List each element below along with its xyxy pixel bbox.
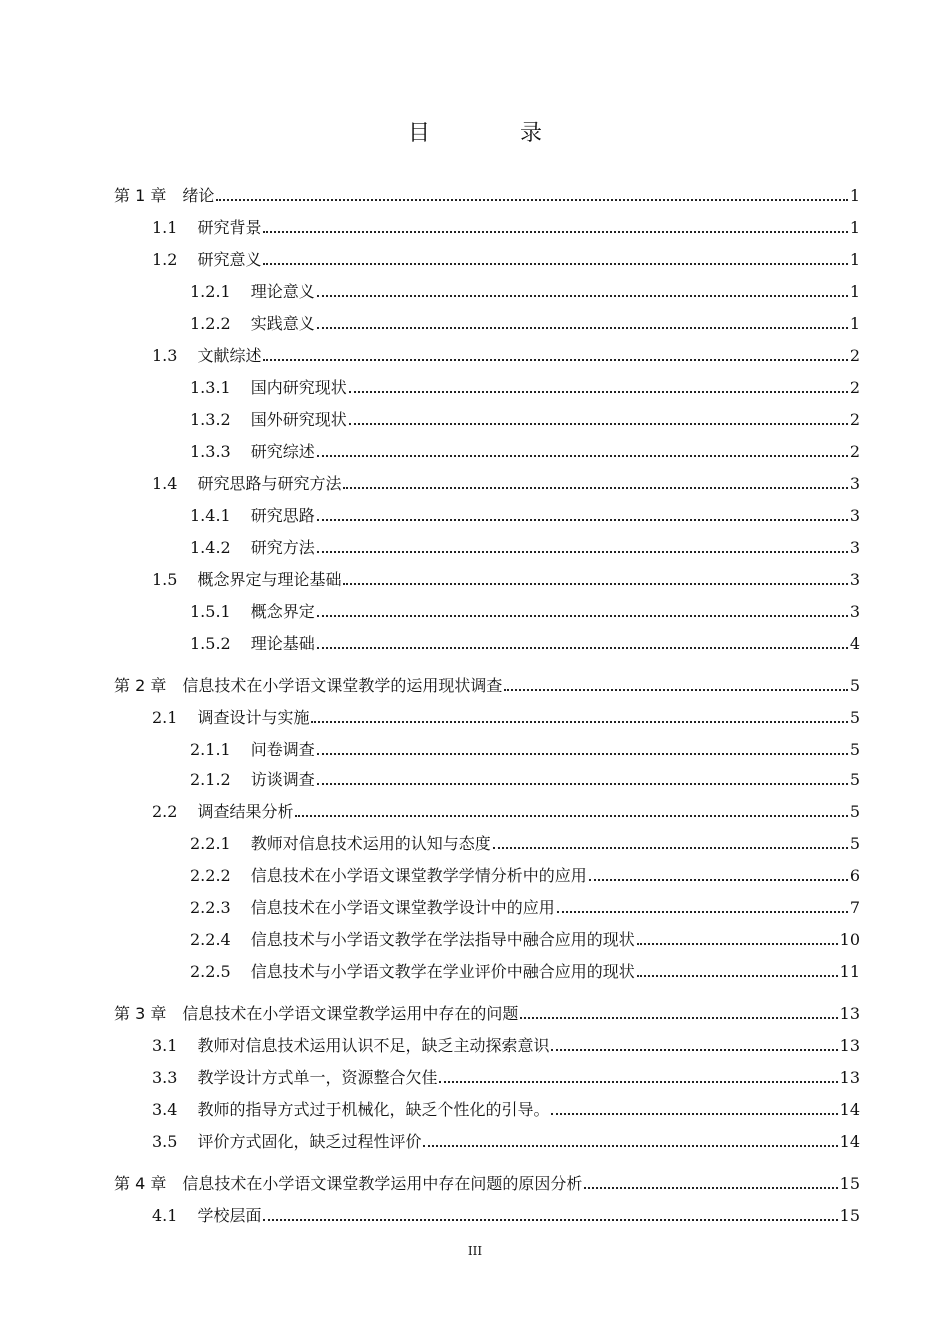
toc-entry-title: 信息技术在小学语文课堂教学设计中的应用 [250, 898, 555, 917]
toc-entry[interactable] [190, 862, 860, 886]
toc-dot-leader [263, 359, 847, 361]
toc-entry[interactable] [114, 182, 860, 206]
toc-entry[interactable] [190, 830, 860, 854]
toc-entry-title: 评价方式固化，缺乏过程性评价 [197, 1132, 422, 1151]
toc-dot-leader [343, 487, 847, 489]
toc-entry[interactable] [152, 1096, 860, 1120]
toc-entry-page: 15 [839, 1174, 860, 1193]
toc-entry-number: 2.2 [152, 802, 178, 821]
toc-entry-title: 研究方法 [250, 538, 315, 557]
toc-entry[interactable] [190, 926, 860, 950]
toc-entry[interactable] [152, 246, 860, 270]
toc-entry-page: 2 [849, 346, 860, 365]
toc-dot-leader [263, 1219, 837, 1221]
toc-entry-title: 理论意义 [250, 282, 315, 301]
toc-entry-title: 文献综述 [197, 346, 262, 365]
toc-entry-title: 理论基础 [250, 634, 315, 653]
toc-entry-number: 1.4.1 [190, 506, 231, 525]
toc-entry-page: 5 [849, 708, 860, 727]
toc-entry-title: 信息技术在小学语文课堂教学运用中存在的问题 [182, 1004, 519, 1023]
toc-entry[interactable] [114, 672, 860, 696]
toc-entry-number: 1.4.2 [190, 538, 231, 557]
page-number-footer: III [467, 1244, 483, 1258]
toc-entry-number: 1.5.1 [190, 602, 231, 621]
toc-entry[interactable] [152, 1202, 860, 1226]
toc-entry-page: 3 [849, 506, 860, 525]
toc-entry-title: 绪论 [182, 186, 215, 205]
toc-dot-leader [317, 615, 848, 617]
toc-entry-number: 2.2.4 [190, 930, 231, 949]
toc-entry[interactable] [152, 1128, 860, 1152]
toc-dot-leader [551, 1049, 837, 1051]
toc-entry-number: 3.3 [152, 1068, 178, 1087]
toc-entry-number: 1.1 [152, 218, 178, 237]
toc-entry[interactable] [190, 374, 860, 398]
toc-dot-leader [349, 423, 848, 425]
toc-entry[interactable] [190, 278, 860, 302]
toc-dot-leader [317, 455, 848, 457]
toc-dot-leader [317, 647, 848, 649]
toc-dot-leader [637, 943, 838, 945]
toc-entry-title: 问卷调查 [250, 740, 315, 759]
toc-entry-page: 1 [849, 250, 860, 269]
toc-entry-number: 第 4 章 [114, 1174, 167, 1193]
toc-dot-leader [317, 551, 848, 553]
toc-entry-title: 信息技术在小学语文课堂教学的运用现状调查 [182, 676, 503, 695]
toc-entry-number: 3.5 [152, 1132, 178, 1151]
toc-entry-page: 2 [849, 442, 860, 461]
toc-entry-number: 1.2.1 [190, 282, 231, 301]
toc-entry-number: 3.1 [152, 1036, 178, 1055]
toc-entry-page: 2 [849, 378, 860, 397]
toc-dot-leader [504, 689, 847, 691]
toc-entry-title: 调查设计与实施 [197, 708, 310, 727]
toc-entry-title: 教学设计方式单一，资源整合欠佳 [197, 1068, 438, 1087]
toc-entry-number: 第 3 章 [114, 1004, 167, 1023]
toc-entry[interactable] [152, 342, 860, 366]
toc-entry-page: 5 [849, 802, 860, 821]
toc-entry-page: 3 [849, 538, 860, 557]
toc-dot-leader [317, 327, 848, 329]
toc-dot-leader [439, 1081, 837, 1083]
toc-entry-number: 1.3.3 [190, 442, 231, 461]
toc-entry[interactable] [152, 1064, 860, 1088]
toc-entry[interactable] [190, 958, 860, 982]
toc-entry-title: 实践意义 [250, 314, 315, 333]
toc-entry[interactable] [190, 630, 860, 654]
toc-entry-number: 1.4 [152, 474, 178, 493]
toc-entry-title: 信息技术在小学语文课堂教学学情分析中的应用 [250, 866, 587, 885]
toc-entry-page: 15 [839, 1206, 860, 1225]
toc-entry[interactable] [190, 598, 860, 622]
toc-entry-number: 4.1 [152, 1206, 178, 1225]
toc-entry-number: 2.1.2 [190, 770, 231, 789]
page-title: 目 录 [407, 121, 576, 146]
toc-dot-leader [343, 583, 847, 585]
toc-dot-leader [557, 911, 848, 913]
toc-entry-number: 2.1 [152, 708, 178, 727]
toc-entry-number: 1.3 [152, 346, 178, 365]
toc-entry-page: 6 [849, 866, 860, 885]
toc-entry-number: 第 1 章 [114, 186, 167, 205]
toc-entry-number: 2.2.5 [190, 962, 231, 981]
toc-entry[interactable] [152, 470, 860, 494]
toc-entry-page: 13 [839, 1004, 860, 1023]
toc-entry-page: 2 [849, 410, 860, 429]
toc-entry-page: 3 [849, 602, 860, 621]
toc-entry-title: 学校层面 [197, 1206, 262, 1225]
toc-dot-leader [637, 975, 838, 977]
toc-entry-page: 13 [839, 1036, 860, 1055]
toc-entry-number: 1.5.2 [190, 634, 231, 653]
toc-entry-title: 国外研究现状 [250, 410, 347, 429]
toc-entry[interactable] [190, 438, 860, 462]
toc-entry[interactable] [190, 406, 860, 430]
toc-entry-title: 研究背景 [197, 218, 262, 237]
toc-entry-number: 1.3.1 [190, 378, 231, 397]
toc-dot-leader [317, 519, 848, 521]
toc-entry[interactable] [152, 704, 860, 728]
toc-entry[interactable] [152, 214, 860, 238]
toc-entry-number: 1.3.2 [190, 410, 231, 429]
toc-entry-title: 教师的指导方式过于机械化，缺乏个性化的引导。 [197, 1100, 550, 1119]
toc-entry-page: 5 [849, 740, 860, 759]
toc-entry-page: 5 [849, 676, 860, 695]
toc-entry-page: 1 [849, 186, 860, 205]
toc-entry-page: 3 [849, 570, 860, 589]
toc-entry-title: 访谈调查 [250, 770, 315, 789]
toc-entry[interactable] [152, 798, 860, 822]
toc-entry[interactable] [190, 534, 860, 558]
toc-entry-page: 1 [849, 218, 860, 237]
toc-dot-leader [317, 783, 848, 785]
toc-entry-page: 3 [849, 474, 860, 493]
toc-entry-title: 教师对信息技术运用的认知与态度 [250, 834, 491, 853]
toc-dot-leader [263, 263, 847, 265]
toc-entry-number: 1.2.2 [190, 314, 231, 333]
toc-entry-title: 概念界定与理论基础 [197, 570, 342, 589]
toc-dot-leader [317, 753, 848, 755]
toc-entry-title: 概念界定 [250, 602, 315, 621]
toc-entry[interactable] [114, 1170, 860, 1194]
toc-entry-page: 14 [839, 1132, 860, 1151]
toc-entry-number: 2.2.1 [190, 834, 231, 853]
toc-entry-number: 3.4 [152, 1100, 178, 1119]
toc-entry-page: 5 [849, 770, 860, 789]
toc-entry[interactable] [190, 766, 860, 790]
toc-dot-leader [349, 391, 848, 393]
toc-entry[interactable] [190, 310, 860, 334]
toc-entry[interactable] [152, 1032, 860, 1056]
toc-dot-leader [520, 1017, 837, 1019]
toc-entry-page: 10 [839, 930, 860, 949]
toc-entry-number: 1.2 [152, 250, 178, 269]
toc-dot-leader [493, 847, 848, 849]
toc-entry-title: 国内研究现状 [250, 378, 347, 397]
toc-entry-page: 13 [839, 1068, 860, 1087]
toc-dot-leader [584, 1187, 837, 1189]
toc-dot-leader [551, 1113, 837, 1115]
toc-entry-number: 2.2.2 [190, 866, 231, 885]
toc-dot-leader [295, 815, 847, 817]
toc-entry[interactable] [190, 736, 860, 760]
toc-dot-leader [317, 295, 848, 297]
toc-entry-title: 信息技术与小学语文教学在学业评价中融合应用的现状 [250, 962, 635, 981]
toc-entry-page: 7 [849, 898, 860, 917]
toc-entry-title: 调查结果分析 [197, 802, 294, 821]
toc-entry-page: 1 [849, 314, 860, 333]
toc-entry-title: 研究思路与研究方法 [197, 474, 342, 493]
toc-entry-title: 研究思路 [250, 506, 315, 525]
toc-dot-leader [589, 879, 848, 881]
toc-entry-title: 教师对信息技术运用认识不足，缺乏主动探索意识 [197, 1036, 550, 1055]
toc-dot-leader [423, 1145, 837, 1147]
toc-entry-title: 研究综述 [250, 442, 315, 461]
toc-entry[interactable] [190, 894, 860, 918]
toc-entry[interactable] [114, 1000, 860, 1024]
toc-entry-number: 第 2 章 [114, 676, 167, 695]
toc-entry-title: 信息技术与小学语文教学在学法指导中融合应用的现状 [250, 930, 635, 949]
toc-entry-page: 5 [849, 834, 860, 853]
toc-dot-leader [216, 199, 847, 201]
toc-entry-page: 4 [849, 634, 860, 653]
toc-entry-title: 研究意义 [197, 250, 262, 269]
toc-entry-title: 信息技术在小学语文课堂教学运用中存在问题的原因分析 [182, 1174, 583, 1193]
toc-entry-page: 11 [839, 962, 860, 981]
toc-entry[interactable] [152, 566, 860, 590]
toc-entry-number: 2.1.1 [190, 740, 231, 759]
toc-entry-number: 2.2.3 [190, 898, 231, 917]
toc-entry-page: 1 [849, 282, 860, 301]
toc-entry[interactable] [190, 502, 860, 526]
toc-dot-leader [311, 721, 847, 723]
toc-dot-leader [263, 231, 847, 233]
toc-entry-number: 1.5 [152, 570, 178, 589]
toc-entry-page: 14 [839, 1100, 860, 1119]
